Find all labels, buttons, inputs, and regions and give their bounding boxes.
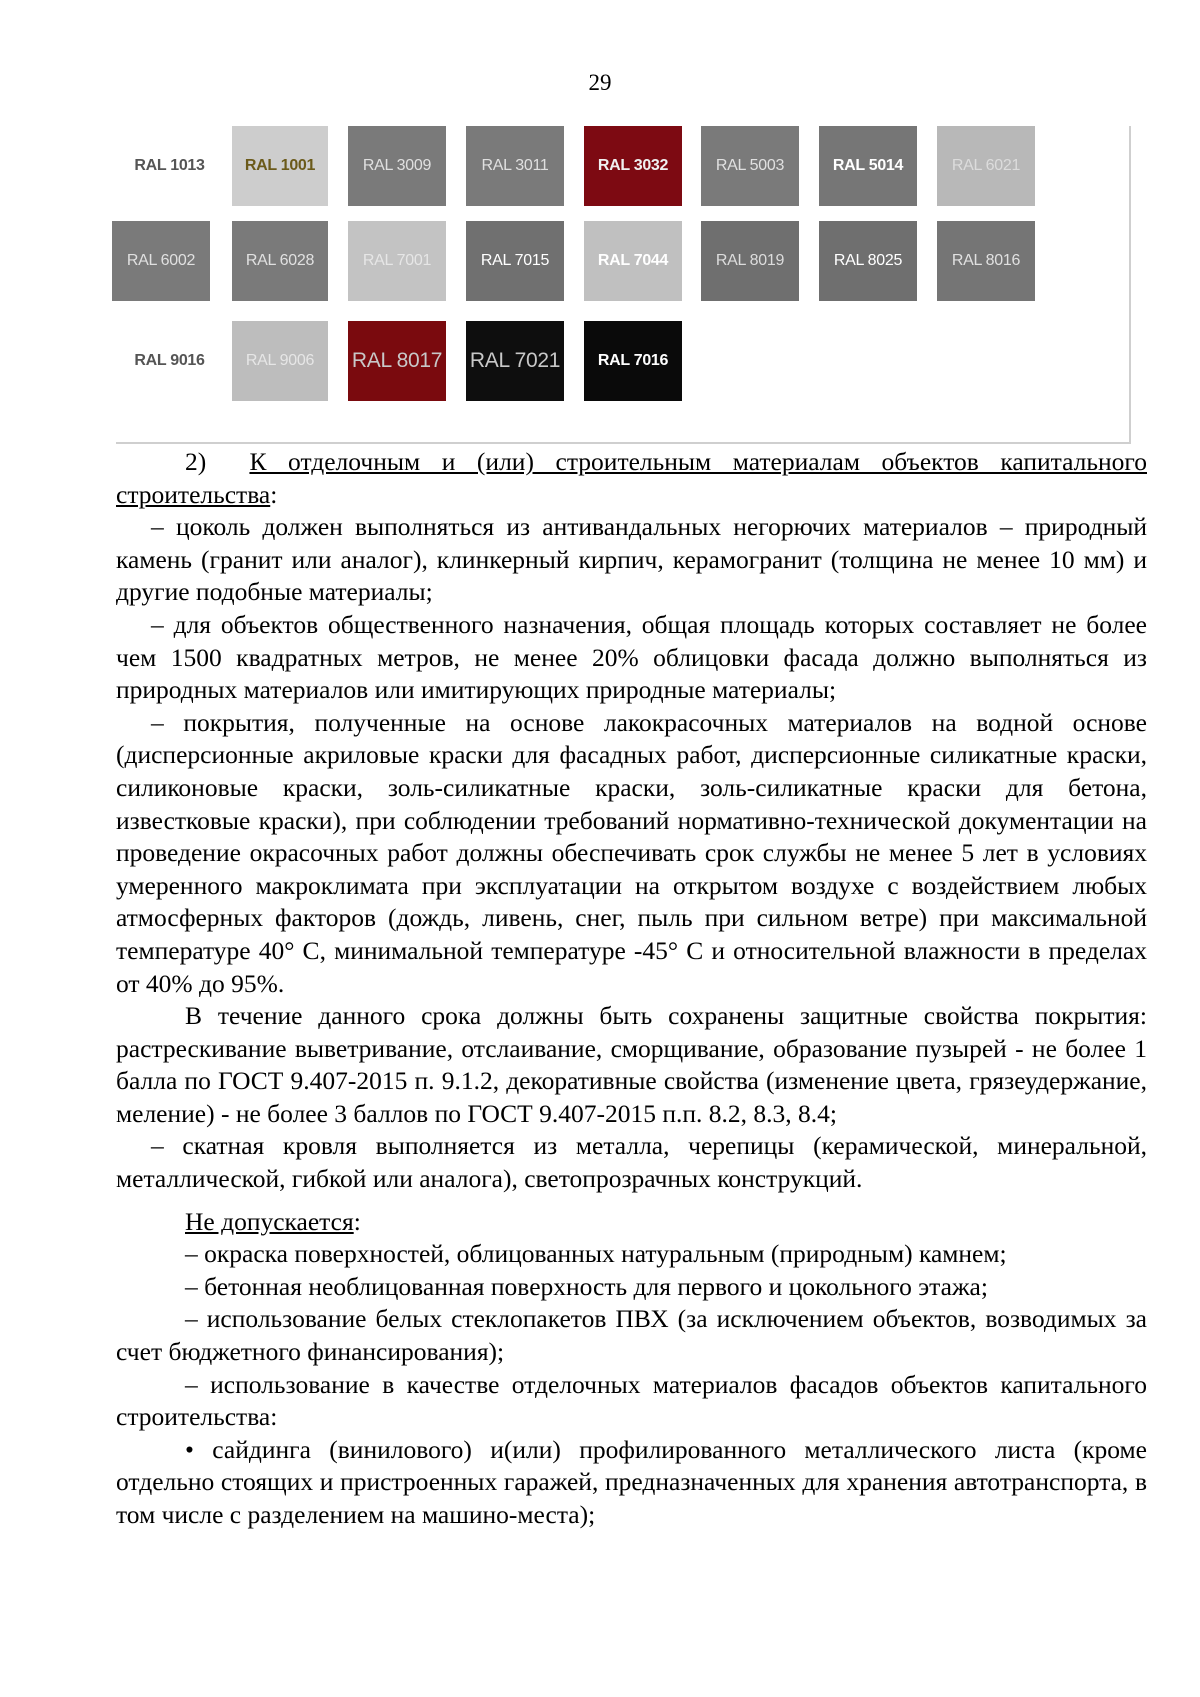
list-item: – использование в качестве отделочных материалов фасадов объектов капитального строительства:	[116, 1369, 1147, 1432]
list-item: – использование белых стеклопакетов ПВХ (за исключением объектов, возводимых за счет бюджетного финансирования);	[116, 1304, 1147, 1367]
color-swatch: RAL 6002	[112, 221, 210, 301]
palette-bottom-border	[116, 442, 1131, 444]
not-allowed-heading	[116, 1206, 1147, 1239]
color-swatch: RAL 6028	[232, 221, 328, 301]
color-swatch: RAL 8019	[701, 221, 799, 301]
color-swatch: RAL 9016	[116, 321, 223, 401]
color-swatch: RAL 8016	[937, 221, 1035, 301]
section-heading-text: К отделочным и (или) строительным материалам объектов капитального строительства	[116, 447, 1147, 509]
color-swatch: RAL 5014	[819, 126, 917, 206]
color-swatch: RAL 5003	[701, 126, 799, 206]
not-allowed-heading-text: Не допускается	[185, 1206, 354, 1236]
list-item: – для объектов общественного назначения, общая площадь которых составляет не более чем 1500 квадратных метров, не менее 20% облицовки фасада должно выполняться из природных материалов или имитирующих природные материалы;	[116, 609, 1147, 705]
color-swatch: RAL 9006	[232, 321, 328, 401]
section-number: 2)	[185, 447, 207, 476]
color-swatch: RAL 8017	[348, 321, 446, 401]
list-item: – покрытия, полученные на основе лакокрасочных материалов на водной основе (дисперсионные акриловые краски для фасадных работ, дисперсионные силикатные краски, силиконовые краски, золь-силикатные краски, золь-силикатные краски для бетона, известковые краски), при соблюдении требований нормативно-технической документации на проведение окрасочных работ должны обеспечивать срок службы не менее 5 лет в условиях умеренного макроклимата при эксплуатации на открытом воздухе с воздействием любых атмосферных факторов (дождь, ливень, снег, пыль при сильном ветре) при максимальной температуре 40° С, минимальной температуре -45° С и относительной влажности в пределах от 40% до 95%.	[116, 707, 1147, 998]
paragraph: В течение данного срока должны быть сохранены защитные свойства покрытия: растрескивание выветривание, отслаивание, сморщивание, образование пузырей - не более 1 балла по ГОСТ 9.407-2015 п. 9.1.2, декоративные свойства (изменение цвета, грязеудержание, меление) - не более 3 баллов по ГОСТ 9.407-2015 п.п. 8.2, 8.3, 8.4;	[116, 1001, 1147, 1128]
color-swatch: RAL 1013	[116, 126, 223, 206]
section-heading	[116, 446, 1147, 511]
color-swatch: RAL 7016	[584, 321, 682, 401]
palette-right-border	[1129, 126, 1131, 442]
color-swatch: RAL 3032	[584, 126, 682, 206]
document-body	[116, 446, 1147, 1532]
section-heading-colon: :	[270, 479, 278, 509]
list-item: – скатная кровля выполняется из металла, черепицы (керамической, минеральной, металлической, гибкой или аналога), светопрозрачных конструкций.	[116, 1131, 1147, 1194]
color-swatch: RAL 8025	[819, 221, 917, 301]
bullet-item: • сайдинга (винилового) и(или) профилированного металлического листа (кроме отдельно стоящих и пристроенных гаражей, предназначенных для хранения автотранспорта, в том числе с разделением на машино-места);	[116, 1434, 1147, 1529]
list-item: – бетонная необлицованная поверхность для первого и цокольного этажа;	[185, 1271, 988, 1301]
page-number: 29	[588, 70, 612, 95]
color-swatch: RAL 7044	[584, 221, 682, 301]
color-swatch: RAL 6021	[937, 126, 1035, 206]
color-swatch: RAL 1001	[232, 126, 328, 206]
not-allowed-heading-colon: :	[353, 1206, 361, 1236]
color-swatch: RAL 3009	[348, 126, 446, 206]
color-swatch: RAL 3011	[466, 126, 564, 206]
list-item: – окраска поверхностей, облицованных натуральным (природным) камнем;	[185, 1239, 1007, 1269]
list-item: – цоколь должен выполняться из антивандальных негорючих материалов – природный камень (гранит или аналог), клинкерный кирпич, керамогранит (толщина не менее 10 мм) и другие подобные материалы;	[116, 512, 1147, 607]
color-swatch: RAL 7021	[466, 321, 564, 401]
color-swatch: RAL 7015	[466, 221, 564, 301]
ral-color-palette	[116, 126, 1131, 442]
spacer	[116, 1196, 1147, 1206]
color-swatch: RAL 7001	[348, 221, 446, 301]
